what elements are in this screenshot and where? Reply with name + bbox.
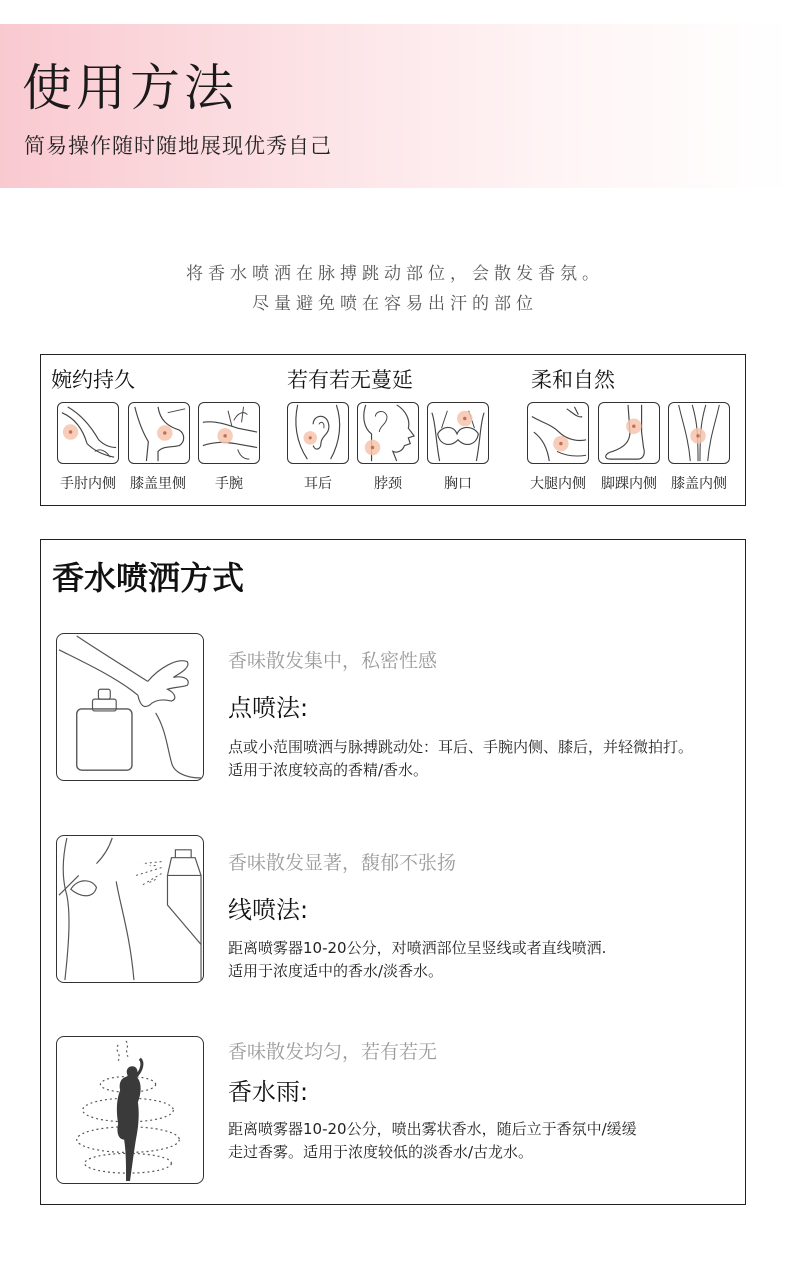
group-title-lasting: 婉约持久 — [51, 368, 135, 392]
method-point-desc-1: 点或小范围喷洒与脉搏跳动处：耳后、手腕内侧、膝后，并轻微拍打。 — [228, 738, 694, 756]
method-line-desc-1: 距离喷雾器10-20公分，对喷洒部位呈竖线或者直线喷洒. — [228, 939, 607, 957]
thigh-icon — [527, 402, 589, 464]
application-areas-panel — [40, 354, 746, 506]
method-rain-desc-2: 走过香雾。适用于浓度较低的淡香水/古龙水。 — [228, 1143, 534, 1161]
page-subtitle: 简易操作随时随地展现优秀自己 — [24, 134, 332, 158]
chest-icon — [427, 402, 489, 464]
method-point-name: 点喷法: — [228, 694, 309, 722]
label-chest: 胸口 — [444, 476, 472, 492]
spray-methods-title: 香水喷洒方式 — [52, 559, 245, 597]
label-wrist: 手腕 — [215, 476, 243, 492]
method-rain-name: 香水雨: — [228, 1078, 309, 1106]
label-elbow: 手肘内侧 — [60, 476, 116, 492]
label-ear: 耳后 — [304, 476, 332, 492]
spray-methods-panel — [40, 539, 746, 1205]
label-inner-knee: 膝盖内侧 — [671, 476, 727, 492]
method-line-desc-2: 适用于浓度适中的香水/淡香水。 — [228, 962, 444, 980]
group-title-subtle: 若有若无蔓延 — [287, 368, 413, 392]
group-title-natural: 柔和自然 — [531, 368, 615, 392]
perfume-bottle-wrist-icon — [56, 633, 204, 781]
ankle-icon — [598, 402, 660, 464]
knee-icon — [128, 402, 190, 464]
neck-icon — [357, 402, 419, 464]
method-line-name: 线喷法: — [228, 896, 309, 924]
label-ankle: 脚踝内侧 — [601, 476, 657, 492]
method-point-tag: 香味散发集中，私密性感 — [228, 650, 438, 672]
method-rain-desc-1: 距离喷雾器10-20公分，喷出雾状香水，随后立于香氛中/缓缓 — [228, 1120, 637, 1138]
label-knee: 膝盖里侧 — [130, 476, 186, 492]
intro-line-2: 尽量避免喷在容易出汗的部位 — [252, 294, 538, 314]
spray-body-icon — [56, 835, 204, 983]
label-thigh: 大腿内侧 — [530, 476, 586, 492]
elbow-icon — [57, 402, 119, 464]
perfume-rain-icon — [56, 1036, 204, 1184]
method-rain-tag: 香味散发均匀，若有若无 — [228, 1041, 438, 1063]
method-line-tag: 香味散发显著，馥郁不张扬 — [228, 852, 457, 874]
label-neck: 脖颈 — [374, 476, 402, 492]
intro-line-1: 将香水喷洒在脉搏跳动部位，会散发香氛。 — [186, 264, 604, 284]
wrist-icon — [198, 402, 260, 464]
page-title: 使用方法 — [22, 59, 238, 117]
method-point-desc-2: 适用于浓度较高的香精/香水。 — [228, 761, 429, 779]
inner-knee-icon — [668, 402, 730, 464]
ear-icon — [287, 402, 349, 464]
